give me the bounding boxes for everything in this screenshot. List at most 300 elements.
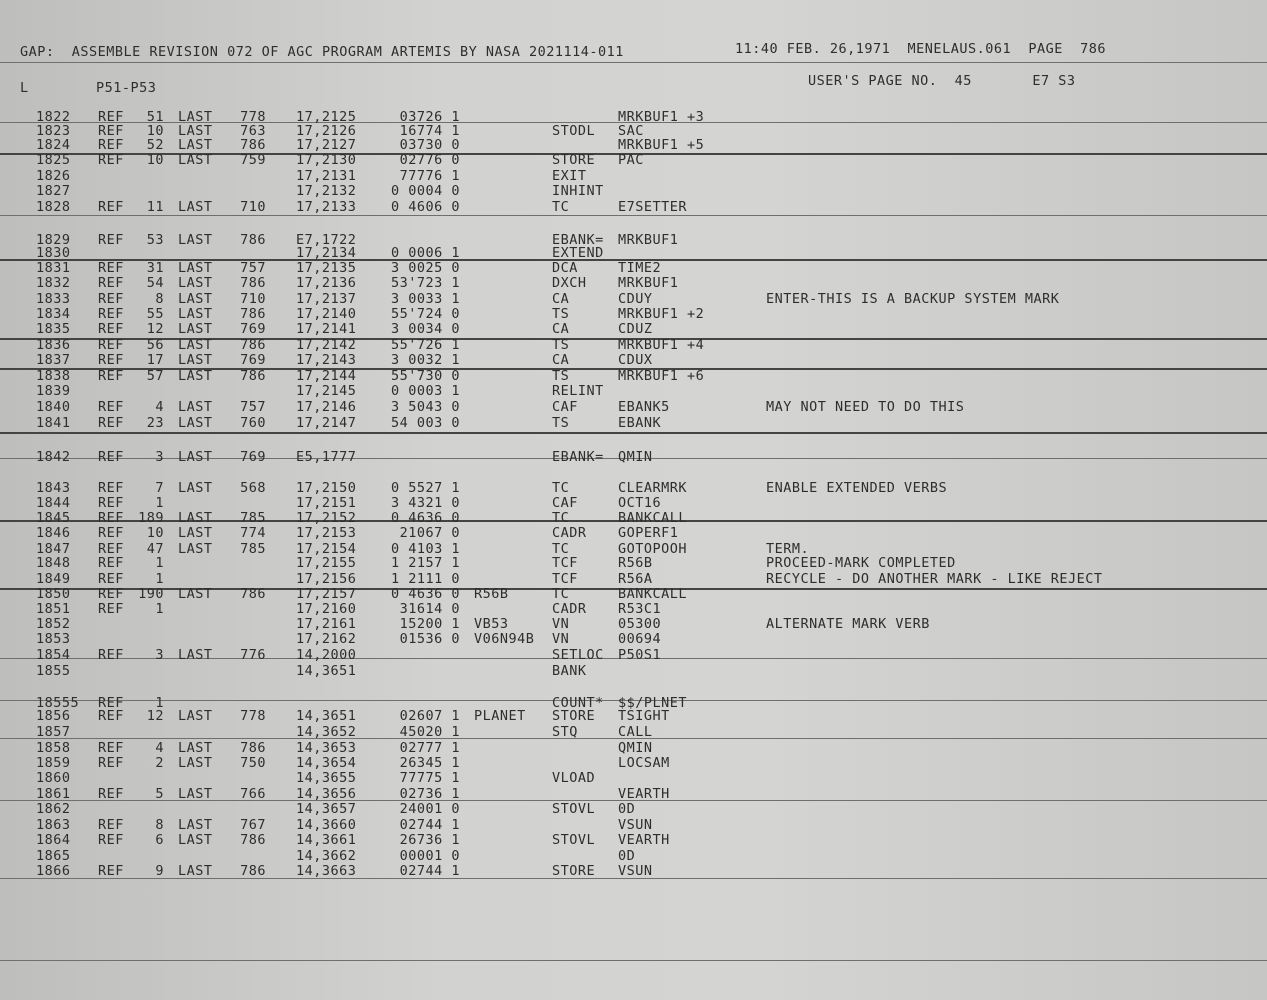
table-row <box>36 416 1236 431</box>
cell-word: 0 4103 1 <box>390 541 460 557</box>
cell-word: 1 2157 1 <box>390 555 460 571</box>
cell-ref: REF <box>98 260 124 276</box>
cell-op: CAF <box>552 495 578 511</box>
cell-op: BANK <box>552 663 587 679</box>
table-row <box>36 802 1236 817</box>
cell-word: 02776 0 <box>399 152 460 168</box>
table-row <box>36 648 1236 663</box>
cell-addr: 17,2144 <box>296 368 357 384</box>
cell-op: TC <box>552 480 570 496</box>
cell-num: 1865 <box>36 848 71 864</box>
cell-oper: TIME2 <box>618 260 662 276</box>
cell-word: 55'726 1 <box>390 337 460 353</box>
cell-refn: 1 <box>155 571 164 587</box>
cell-op: EBANK= <box>552 232 604 248</box>
cell-op: TS <box>552 368 570 384</box>
cell-oper: 00694 <box>618 631 662 647</box>
table-row <box>36 617 1236 632</box>
cell-refn: 3 <box>155 449 164 465</box>
cell-lastn: 759 <box>240 152 266 168</box>
cell-addr: 14,3660 <box>296 817 357 833</box>
cell-last: LAST <box>178 109 213 125</box>
cell-num: 1843 <box>36 480 71 496</box>
cell-word: 3 0032 1 <box>390 352 460 368</box>
cell-addr: 17,2127 <box>296 137 357 153</box>
cell-refn: 12 <box>146 321 164 337</box>
cell-addr: 14,2000 <box>296 647 357 663</box>
table-row <box>36 246 1236 261</box>
rule-line <box>0 432 1267 434</box>
cell-last: LAST <box>178 137 213 153</box>
cell-word: 0 0003 1 <box>390 383 460 399</box>
cell-last: LAST <box>178 449 213 465</box>
cell-num: 1849 <box>36 571 71 587</box>
cell-addr: 17,2160 <box>296 601 357 617</box>
cell-word: 15200 1 <box>399 616 460 632</box>
cell-addr: 14,3653 <box>296 740 357 756</box>
cell-op: COUNT* <box>552 695 604 711</box>
cell-oper: EBANK <box>618 415 662 431</box>
cell-word: 0 4606 0 <box>390 199 460 215</box>
cell-lastn: 769 <box>240 449 266 465</box>
cell-op: STORE <box>552 863 596 879</box>
cell-addr: E5,1777 <box>296 449 357 465</box>
cell-addr: 17,2155 <box>296 555 357 571</box>
cell-addr: 14,3651 <box>296 708 357 724</box>
cell-num: 1866 <box>36 863 71 879</box>
cell-addr: 17,2157 <box>296 586 357 602</box>
cell-last: LAST <box>178 586 213 602</box>
cell-num: 1829 <box>36 232 71 248</box>
cell-ref: REF <box>98 352 124 368</box>
cell-last: LAST <box>178 755 213 771</box>
cell-num: 1828 <box>36 199 71 215</box>
cell-word: 0 4636 0 <box>390 586 460 602</box>
table-row <box>36 369 1236 384</box>
cell-word: 0 0004 0 <box>390 183 460 199</box>
cell-addr: 14,3657 <box>296 801 357 817</box>
table-row <box>36 849 1236 864</box>
cell-ref: REF <box>98 368 124 384</box>
cell-last: LAST <box>178 232 213 248</box>
cell-lastn: 778 <box>240 708 266 724</box>
table-row <box>36 741 1236 756</box>
cell-op: CADR <box>552 601 587 617</box>
table-row <box>36 725 1236 740</box>
cell-op: DCA <box>552 260 578 276</box>
cell-op: EXTEND <box>552 245 604 261</box>
table-row <box>36 496 1236 511</box>
cell-op: EBANK= <box>552 449 604 465</box>
cell-num: 1844 <box>36 495 71 511</box>
cell-op: TCF <box>552 555 578 571</box>
cell-num: 1836 <box>36 337 71 353</box>
cell-addr: 14,3654 <box>296 755 357 771</box>
cell-addr: 17,2150 <box>296 480 357 496</box>
table-row <box>36 322 1236 337</box>
cell-addr: 17,2145 <box>296 383 357 399</box>
table-row <box>36 572 1236 587</box>
cell-last: LAST <box>178 740 213 756</box>
cell-last: LAST <box>178 510 213 526</box>
cell-word: 45020 1 <box>399 724 460 740</box>
cell-lastn: 774 <box>240 525 266 541</box>
cell-num: 1839 <box>36 383 71 399</box>
cell-op: STOVL <box>552 801 596 817</box>
cell-refn: 8 <box>155 817 164 833</box>
cell-op: TC <box>552 199 570 215</box>
cell-addr: 17,2152 <box>296 510 357 526</box>
cell-refn: 53 <box>146 232 164 248</box>
cell-addr: 14,3656 <box>296 786 357 802</box>
cell-ref: REF <box>98 571 124 587</box>
cell-refn: 6 <box>155 832 164 848</box>
cell-addr: 17,2146 <box>296 399 357 415</box>
table-row <box>36 276 1236 291</box>
cell-cmt: MAY NOT NEED TO DO THIS <box>766 399 965 415</box>
cell-lastn: 766 <box>240 786 266 802</box>
cell-addr: 17,2141 <box>296 321 357 337</box>
cell-num: 1825 <box>36 152 71 168</box>
cell-op: CA <box>552 321 570 337</box>
cell-ref: REF <box>98 275 124 291</box>
table-row <box>36 169 1236 184</box>
cell-oper: GOTOPOOH <box>618 541 688 557</box>
cell-addr: 17,2133 <box>296 199 357 215</box>
cell-lastn: 778 <box>240 109 266 125</box>
cell-num: 1862 <box>36 801 71 817</box>
cell-lastn: 786 <box>240 368 266 384</box>
cell-op: TC <box>552 510 570 526</box>
cell-last: LAST <box>178 415 213 431</box>
cell-word: 03726 1 <box>399 109 460 125</box>
table-row <box>36 481 1236 496</box>
cell-lastn: 786 <box>240 863 266 879</box>
cell-last: LAST <box>178 817 213 833</box>
cell-addr: 17,2134 <box>296 245 357 261</box>
cell-num: 18555 <box>36 695 80 711</box>
cell-lastn: 786 <box>240 306 266 322</box>
cell-ref: REF <box>98 199 124 215</box>
cell-cmt: ENABLE EXTENDED VERBS <box>766 480 948 496</box>
cell-ref: REF <box>98 109 124 125</box>
cell-word: 21067 0 <box>399 525 460 541</box>
cell-last: LAST <box>178 152 213 168</box>
table-row <box>36 818 1236 833</box>
cell-op: CAF <box>552 399 578 415</box>
cell-word: 16774 1 <box>399 123 460 139</box>
cell-oper: LOCSAM <box>618 755 670 771</box>
cell-lastn: 786 <box>240 832 266 848</box>
cell-num: 1863 <box>36 817 71 833</box>
cell-num: 1854 <box>36 647 71 663</box>
cell-oper: MRKBUF1 +4 <box>618 337 705 353</box>
table-row <box>36 771 1236 786</box>
table-row <box>36 864 1236 879</box>
cell-num: 1824 <box>36 137 71 153</box>
cell-refn: 190 <box>138 586 164 602</box>
cell-op: EXIT <box>552 168 587 184</box>
cell-oper: OCT16 <box>618 495 662 511</box>
cell-last: LAST <box>178 199 213 215</box>
rule-line <box>0 215 1267 216</box>
cell-word: 77776 1 <box>399 168 460 184</box>
cell-ref: REF <box>98 601 124 617</box>
cell-op: DXCH <box>552 275 587 291</box>
cell-oper: BANKCALL <box>618 586 688 602</box>
table-row <box>36 153 1236 168</box>
cell-word: 31614 0 <box>399 601 460 617</box>
cell-cmt: PROCEED-MARK COMPLETED <box>766 555 956 571</box>
cell-oper: R56B <box>618 555 653 571</box>
cell-ref: REF <box>98 647 124 663</box>
cell-word: 26345 1 <box>399 755 460 771</box>
cell-word: 02736 1 <box>399 786 460 802</box>
cell-num: 1822 <box>36 109 71 125</box>
cell-oper: VSUN <box>618 863 653 879</box>
cell-word: 00001 0 <box>399 848 460 864</box>
cell-addr: 14,3663 <box>296 863 357 879</box>
cell-last: LAST <box>178 337 213 353</box>
cell-ref: REF <box>98 495 124 511</box>
cell-lastn: 785 <box>240 541 266 557</box>
cell-last: LAST <box>178 368 213 384</box>
table-row <box>36 138 1236 153</box>
cell-addr: 17,2126 <box>296 123 357 139</box>
table-row <box>36 184 1236 199</box>
cell-num: 1831 <box>36 260 71 276</box>
cell-op: TS <box>552 306 570 322</box>
cell-word: 24001 0 <box>399 801 460 817</box>
rule-line <box>0 960 1267 961</box>
cell-word: 0 5527 1 <box>390 480 460 496</box>
cell-lastn: 769 <box>240 352 266 368</box>
cell-last: LAST <box>178 480 213 496</box>
cell-last: LAST <box>178 291 213 307</box>
cell-word: 02744 1 <box>399 863 460 879</box>
cell-oper: MRKBUF1 +2 <box>618 306 705 322</box>
cell-oper: CDUX <box>618 352 653 368</box>
cell-ref: REF <box>98 480 124 496</box>
cell-op: STOVL <box>552 832 596 848</box>
cell-ref: REF <box>98 449 124 465</box>
cell-word: 3 0034 0 <box>390 321 460 337</box>
cell-num: 1847 <box>36 541 71 557</box>
cell-oper: $$/PLNET <box>618 695 688 711</box>
cell-oper: MRKBUF1 <box>618 275 679 291</box>
cell-last: LAST <box>178 321 213 337</box>
cell-refn: 12 <box>146 708 164 724</box>
cell-word: 0 4636 0 <box>390 510 460 526</box>
cell-oper: CDUY <box>618 291 653 307</box>
table-row <box>36 450 1236 465</box>
cell-num: 1835 <box>36 321 71 337</box>
cell-addr: 17,2142 <box>296 337 357 353</box>
cell-oper: GOPERF1 <box>618 525 679 541</box>
cell-oper: 0D <box>618 848 636 864</box>
cell-num: 1830 <box>36 245 71 261</box>
cell-op: VN <box>552 631 570 647</box>
cell-ref: REF <box>98 232 124 248</box>
cell-ref: REF <box>98 541 124 557</box>
cell-op: TCF <box>552 571 578 587</box>
cell-last: LAST <box>178 399 213 415</box>
cell-num: 1842 <box>36 449 71 465</box>
cell-lastn: 750 <box>240 755 266 771</box>
cell-op: SETLOC <box>552 647 604 663</box>
cell-num: 1848 <box>36 555 71 571</box>
cell-refn: 3 <box>155 647 164 663</box>
cell-word: 02744 1 <box>399 817 460 833</box>
cell-op: TC <box>552 586 570 602</box>
cell-oper: 05300 <box>618 616 662 632</box>
cell-oper: EBANK5 <box>618 399 670 415</box>
table-row <box>36 261 1236 276</box>
cell-refn: 23 <box>146 415 164 431</box>
header-timestamp: 11:40 FEB. 26,1971 MENELAUS.061 PAGE 786 <box>735 41 1106 57</box>
cell-num: 1845 <box>36 510 71 526</box>
cell-lastn: 769 <box>240 321 266 337</box>
cell-addr: 17,2135 <box>296 260 357 276</box>
table-row <box>36 384 1236 399</box>
table-row <box>36 602 1236 617</box>
cell-ref: REF <box>98 832 124 848</box>
cell-refn: 4 <box>155 740 164 756</box>
cell-ref: REF <box>98 740 124 756</box>
cell-oper: MRKBUF1 <box>618 232 679 248</box>
cell-ref: REF <box>98 817 124 833</box>
cell-oper: BANKCALL <box>618 510 688 526</box>
cell-ref: REF <box>98 291 124 307</box>
cell-ref: REF <box>98 321 124 337</box>
cell-ref: REF <box>98 399 124 415</box>
cell-addr: 17,2162 <box>296 631 357 647</box>
cell-addr: E7,1722 <box>296 232 357 248</box>
cell-word: 03730 0 <box>399 137 460 153</box>
cell-addr: 17,2161 <box>296 616 357 632</box>
cell-refn: 31 <box>146 260 164 276</box>
cell-label: R56B <box>474 586 509 602</box>
cell-addr: 17,2154 <box>296 541 357 557</box>
cell-word: 02607 1 <box>399 708 460 724</box>
cell-last: LAST <box>178 275 213 291</box>
cell-addr: 14,3662 <box>296 848 357 864</box>
cell-addr: 14,3651 <box>296 663 357 679</box>
cell-refn: 7 <box>155 480 164 496</box>
rule-line <box>0 62 1267 63</box>
cell-num: 1855 <box>36 663 71 679</box>
table-row <box>36 587 1236 602</box>
cell-oper: QMIN <box>618 449 653 465</box>
cell-num: 1823 <box>36 123 71 139</box>
cell-last: LAST <box>178 123 213 139</box>
cell-lastn: 757 <box>240 399 266 415</box>
cell-label: V06N94B <box>474 631 535 647</box>
cell-num: 1846 <box>36 525 71 541</box>
cell-oper: VSUN <box>618 817 653 833</box>
cell-label: VB53 <box>474 616 509 632</box>
cell-last: LAST <box>178 260 213 276</box>
table-row <box>36 353 1236 368</box>
cell-ref: REF <box>98 525 124 541</box>
cell-op: TS <box>552 337 570 353</box>
cell-lastn: 786 <box>240 337 266 353</box>
table-row <box>36 292 1236 307</box>
cell-last: LAST <box>178 525 213 541</box>
table-row <box>36 756 1236 771</box>
cell-op: INHINT <box>552 183 604 199</box>
cell-num: 1861 <box>36 786 71 802</box>
cell-ref: REF <box>98 510 124 526</box>
cell-num: 1860 <box>36 770 71 786</box>
cell-lastn: 760 <box>240 415 266 431</box>
cell-lastn: 767 <box>240 817 266 833</box>
cell-refn: 47 <box>146 541 164 557</box>
cell-num: 1840 <box>36 399 71 415</box>
cell-addr: 17,2156 <box>296 571 357 587</box>
cell-last: LAST <box>178 306 213 322</box>
cell-ref: REF <box>98 586 124 602</box>
cell-refn: 2 <box>155 755 164 771</box>
cell-lastn: 786 <box>240 740 266 756</box>
table-row <box>36 709 1236 724</box>
cell-refn: 56 <box>146 337 164 353</box>
cell-lastn: 786 <box>240 232 266 248</box>
cell-word: 02777 1 <box>399 740 460 756</box>
cell-oper: 0D <box>618 801 636 817</box>
cell-num: 1853 <box>36 631 71 647</box>
table-row <box>36 200 1236 215</box>
cell-addr: 17,2131 <box>296 168 357 184</box>
cell-word: 3 5043 0 <box>390 399 460 415</box>
cell-lastn: 785 <box>240 510 266 526</box>
cell-refn: 1 <box>155 601 164 617</box>
cell-refn: 1 <box>155 555 164 571</box>
cell-addr: 17,2137 <box>296 291 357 307</box>
cell-num: 1837 <box>36 352 71 368</box>
cell-ref: REF <box>98 137 124 153</box>
cell-last: LAST <box>178 708 213 724</box>
cell-addr: 17,2143 <box>296 352 357 368</box>
cell-lastn: 710 <box>240 199 266 215</box>
cell-ref: REF <box>98 695 124 711</box>
header-program-range: P51-P53 <box>96 80 157 96</box>
cell-refn: 5 <box>155 786 164 802</box>
cell-num: 1864 <box>36 832 71 848</box>
cell-lastn: 786 <box>240 275 266 291</box>
cell-addr: 17,2151 <box>296 495 357 511</box>
cell-word: 54 003 0 <box>390 415 460 431</box>
cell-num: 1832 <box>36 275 71 291</box>
cell-oper: TSIGHT <box>618 708 670 724</box>
cell-refn: 1 <box>155 695 164 711</box>
cell-op: VLOAD <box>552 770 596 786</box>
cell-lastn: 763 <box>240 123 266 139</box>
cell-refn: 10 <box>146 152 164 168</box>
cell-op: VN <box>552 616 570 632</box>
cell-refn: 4 <box>155 399 164 415</box>
cell-num: 1858 <box>36 740 71 756</box>
cell-op: CA <box>552 352 570 368</box>
cell-ref: REF <box>98 786 124 802</box>
cell-oper: VEARTH <box>618 786 670 802</box>
cell-oper: CALL <box>618 724 653 740</box>
cell-refn: 55 <box>146 306 164 322</box>
cell-refn: 54 <box>146 275 164 291</box>
cell-ref: REF <box>98 415 124 431</box>
cell-addr: 17,2140 <box>296 306 357 322</box>
cell-op: CA <box>552 291 570 307</box>
